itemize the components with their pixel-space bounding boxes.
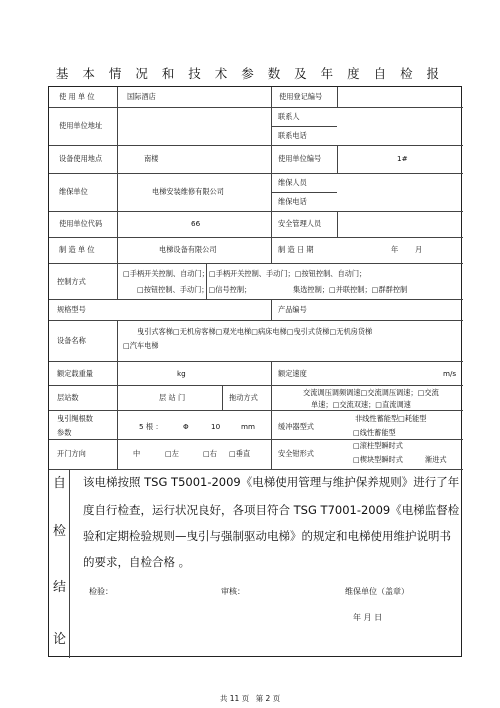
conclusion-side-1: 自 <box>53 476 67 491</box>
safety-gear-line1: □滚柱型瞬时式 <box>353 441 403 450</box>
control-options-line2b: 集选控制；□并联控制；□群群控制 <box>293 285 408 294</box>
device-name-line2: □汽车电梯 <box>123 341 159 350</box>
conclusion-line-2: 度自行检查，运行状况良好，各项目符合 TSG T7001-2009《电梯监督检 <box>83 503 460 517</box>
control-options-line1: □手柄开关控制、自动门；□手柄开关控制、手动门；□按钮控制、自动门； <box>123 269 367 278</box>
location-value: 南楼 <box>144 154 159 163</box>
device-name-line1: 曳引式客梯□无机房客梯□观光电梯□病床电梯□曳引式货梯□无机房货梯 <box>137 327 373 336</box>
rated-load-label: 额定载重量 <box>57 369 93 378</box>
device-name-label: 设备名称 <box>57 336 86 345</box>
cell-divider <box>271 192 337 193</box>
door-middle: 中 <box>133 449 141 458</box>
row-divider <box>49 107 463 108</box>
user-unit-value: 国际酒店 <box>127 92 156 101</box>
conclusion-line-4: 的要求，自检合格 。 <box>83 555 191 569</box>
door-right: □右 <box>203 449 217 458</box>
manufacture-year: 年 <box>391 245 399 254</box>
user-unit-label: 使 用 单 位 <box>59 92 95 101</box>
model-label: 规格型号 <box>57 305 86 314</box>
user-address-label: 使用单位地址 <box>59 121 103 130</box>
rope-diameter: 10 <box>211 422 221 431</box>
manufacture-month: 月 <box>415 245 423 254</box>
drive-type-line1: 交流调压调频调速□交流调压调速；□交流 <box>303 388 439 397</box>
row-divider <box>49 320 463 321</box>
manufacturer-value: 电梯设备有限公司 <box>159 245 217 254</box>
maintenance-staff-label: 维保人员 <box>278 178 307 187</box>
safety-gear-label: 安全钳形式 <box>278 449 314 458</box>
row-divider <box>49 299 463 300</box>
row-divider <box>49 145 463 146</box>
rope-count-value: 5 根 ： <box>139 422 163 431</box>
reviewer-label: 审核： <box>221 587 245 596</box>
conclusion-side-4: 论 <box>53 632 67 647</box>
door-vertical: □垂直 <box>229 449 251 458</box>
col-divider <box>271 299 272 320</box>
rope-params-label: 参数 <box>57 428 72 437</box>
col-divider <box>337 145 338 173</box>
unit-code-value: 66 <box>191 219 201 228</box>
unit-number-value: 1# <box>397 154 408 163</box>
col-divider <box>117 320 118 469</box>
inspector-label: 检验： <box>89 587 113 596</box>
conclusion-side-3: 结 <box>53 580 67 595</box>
floors-label: 层站数 <box>57 393 79 402</box>
document-title: 基 本 情 况 和 技 术 参 数 及 年 度 自 检 报 <box>55 66 445 81</box>
row-divider <box>49 469 463 470</box>
col-divider <box>69 469 70 658</box>
col-divider <box>222 385 223 410</box>
door-left: □左 <box>165 449 179 458</box>
rated-load-unit: kg <box>177 369 186 378</box>
maintenance-unit-label: 维保单位 <box>59 187 88 196</box>
inspection-form-table <box>48 86 462 657</box>
row-divider <box>49 211 463 212</box>
product-number-label: 产品编号 <box>278 305 307 314</box>
rope-mm: mm <box>241 422 256 431</box>
unit-code-label: 使用单位代码 <box>59 219 103 228</box>
row-divider <box>49 410 463 411</box>
drive-type-label: 拖动方式 <box>229 393 258 402</box>
row-divider <box>49 361 463 362</box>
drive-type-line2: 单速；□交流双速；□直流调速 <box>311 400 411 409</box>
row-divider <box>49 385 463 386</box>
contact-person-label: 联系人 <box>278 112 300 121</box>
maintenance-seal-label: 维保单位（盖章） <box>345 587 409 596</box>
control-method-label: 控制方式 <box>57 277 86 286</box>
safety-gear-line2: □楔块型瞬时式 <box>353 455 403 464</box>
registration-no-label: 使用登记编号 <box>279 92 323 101</box>
manufacturer-label: 制 造 单 位 <box>59 245 95 254</box>
buffer-type-line1: 非线性蓄能型□耗能型 <box>355 414 427 423</box>
total-pages: 共 11 页 <box>219 694 250 703</box>
location-label: 设备使用地点 <box>59 154 103 163</box>
contact-phone-label: 联系电话 <box>278 131 307 140</box>
row-divider <box>49 263 463 264</box>
conclusion-side-2: 检 <box>53 524 67 539</box>
row-divider <box>49 173 463 174</box>
conclusion-line-1: 该电梯按照 TSG T5001-2009《电梯使用管理与维护保养规则》进行了年 <box>83 475 460 489</box>
buffer-type-line2: □线性蓄能型 <box>353 428 396 437</box>
rated-speed-label: 额定速度 <box>278 369 307 378</box>
manufacture-date-label: 制 造 日 期 <box>278 245 314 254</box>
unit-number-label: 使用单位编号 <box>278 154 322 163</box>
rope-phi: Φ <box>183 422 189 431</box>
maintenance-phone-label: 维保电话 <box>278 197 307 206</box>
safety-gear-line3: 渐进式 <box>425 455 447 464</box>
sign-date: 年 月 日 <box>353 613 383 622</box>
col-divider <box>271 87 272 263</box>
col-divider <box>271 361 272 469</box>
maintenance-unit-value: 电梯安装维修有限公司 <box>152 187 224 196</box>
row-divider <box>49 237 463 238</box>
col-divider <box>337 87 338 107</box>
floors-value: 层 站 门 <box>159 393 186 402</box>
rated-speed-unit: m/s <box>443 369 457 378</box>
col-divider <box>117 87 118 299</box>
row-divider <box>49 439 463 440</box>
rope-count-label: 曳引绳根数 <box>57 414 93 423</box>
current-page: 第 2 页 <box>255 694 281 703</box>
col-divider <box>337 211 338 237</box>
cell-divider <box>271 126 337 127</box>
page-footer <box>0 693 500 704</box>
buffer-type-label: 缓冲器型式 <box>278 422 314 431</box>
door-direction-label: 开门方向 <box>57 449 86 458</box>
safety-manager-label: 安全管理人员 <box>278 219 322 228</box>
control-options-line2: □按钮控制、手动门；□信号控制； <box>137 285 252 294</box>
conclusion-line-3: 验和定期检验规则—曳引与强制驱动电梯》的规定和电梯使用维护说明书 <box>83 529 451 543</box>
